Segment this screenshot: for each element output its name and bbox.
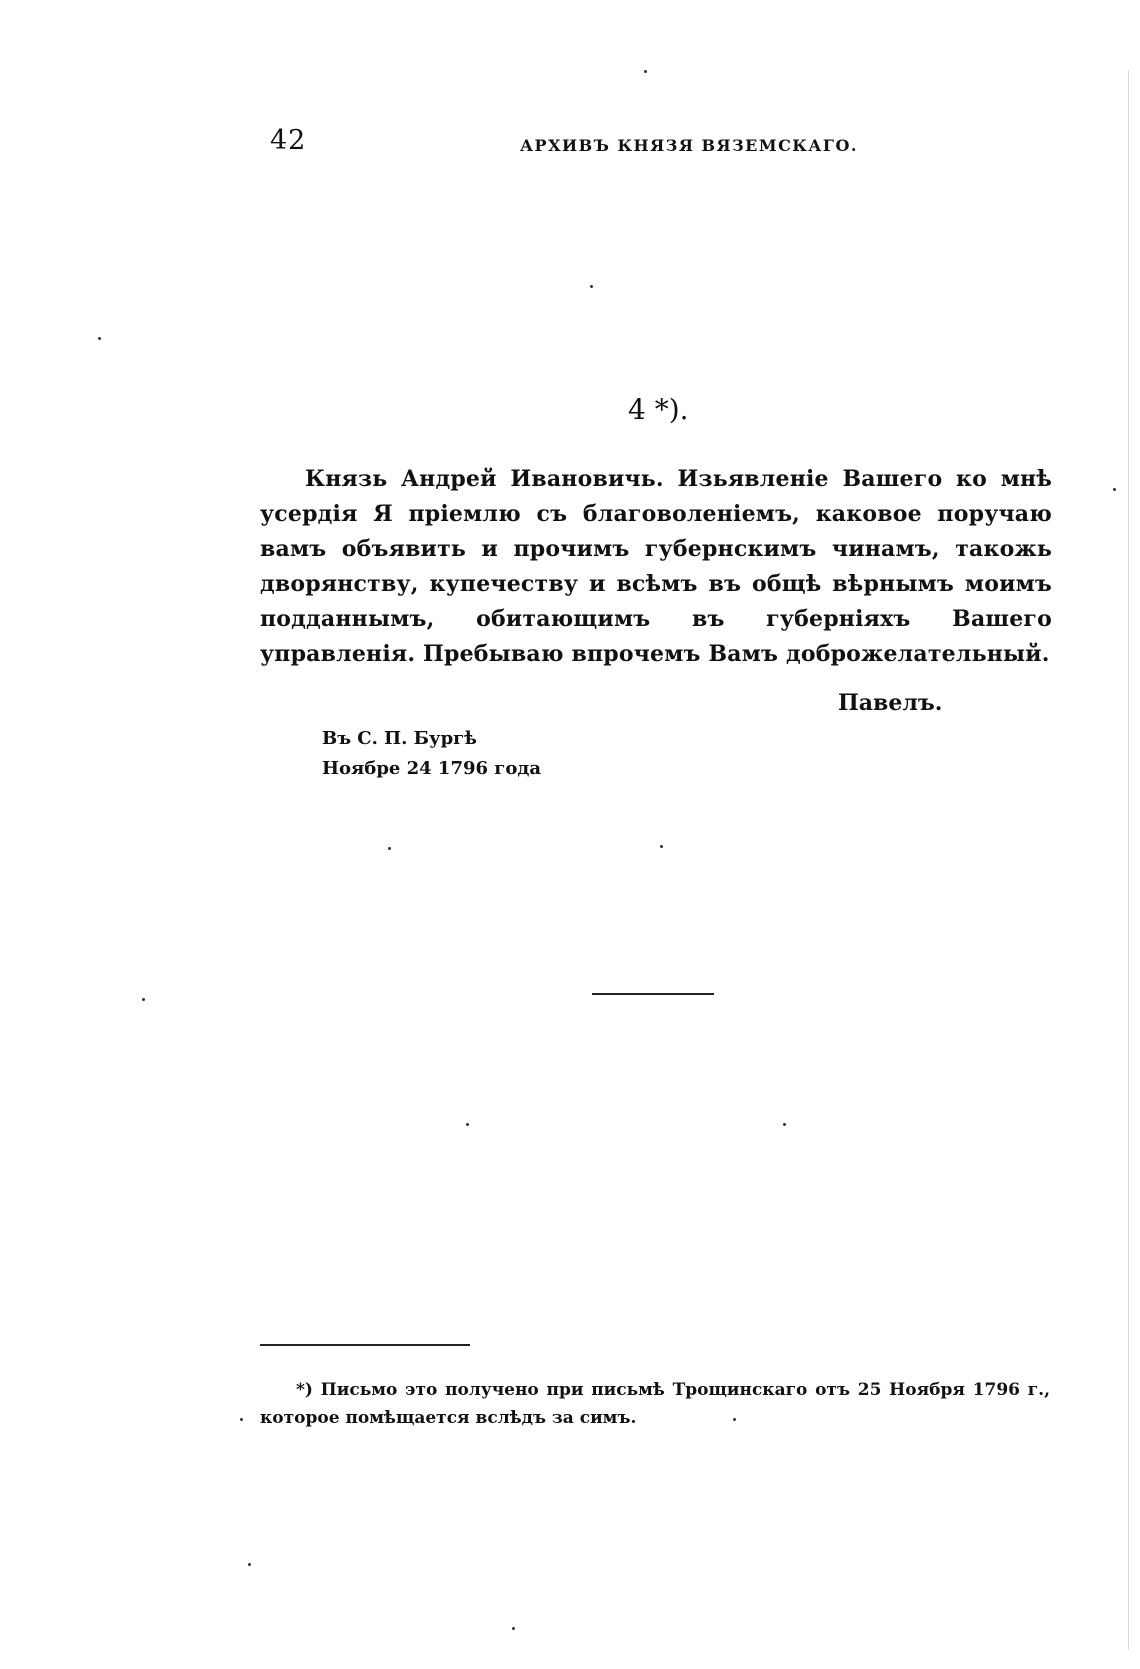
scan-speck: [590, 285, 593, 288]
scan-speck: [248, 1563, 251, 1566]
page-number: 42: [270, 125, 307, 156]
scan-speck: [240, 1418, 243, 1421]
running-title: АРХИВЪ КНЯЗЯ ВЯЗЕМСКАГО.: [520, 136, 858, 155]
footnote-divider: [260, 1344, 470, 1346]
footnote: *) Письмо это получено при письмѣ Трощинскаго отъ 25 Ноября 1796 г., которое помѣщается вслѣдъ за симъ.: [260, 1380, 1050, 1428]
scan-speck: [644, 70, 647, 73]
scan-speck: [466, 1123, 469, 1126]
page-edge-line: [1128, 70, 1129, 1650]
document-number: 4 *).: [628, 393, 689, 426]
scan-speck: [733, 1418, 736, 1421]
letter-body: Князь Андрей Ивановичь. Изьявленіе Вашего ко мнѣ усердія Я пріемлю съ благоволеніемъ, каковое поручаю вамъ объявить и прочимъ губернскимъ чинамъ, такожь дворянству, купечеству и всѣмъ въ общѣ вѣрнымъ моимъ подданнымъ, обитающимъ въ губерніяхъ Вашего управленія. Пребываю впрочемъ Вамъ доброжелательный.: [260, 466, 1052, 667]
section-divider: [592, 993, 714, 995]
date-line: Ноябре 24 1796 года: [322, 758, 541, 779]
place-line: Въ С. П. Бургѣ: [322, 728, 477, 749]
scan-speck: [512, 1627, 515, 1630]
scan-speck: [660, 845, 663, 848]
scan-speck: [783, 1123, 786, 1126]
scan-speck: [142, 998, 145, 1001]
scan-speck: [1113, 488, 1116, 491]
scan-speck: [388, 847, 391, 850]
place-date-block: [322, 724, 541, 784]
signature: Павелъ.: [838, 690, 943, 716]
scan-speck: [98, 337, 101, 340]
